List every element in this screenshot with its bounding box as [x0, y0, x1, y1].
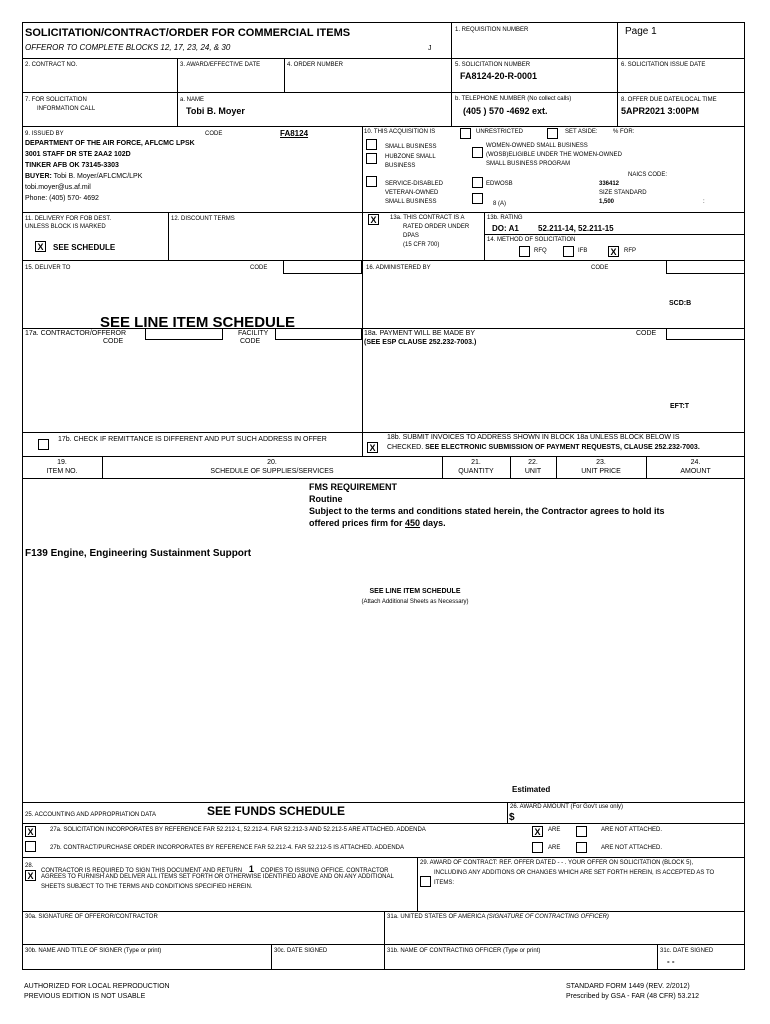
size-standard-label: SIZE STANDARD [599, 190, 647, 196]
hubzone-label-2: BUSINESS [385, 163, 416, 169]
submit-invoice-line-1: 18b. SUBMIT INVOICES TO ADDRESS SHOWN IN BLOCK 18a UNLESS BLOCK BELOW IS [387, 434, 680, 441]
eight-a-checkbox[interactable] [472, 193, 483, 204]
issued-by-label: 9. ISSUED BY [25, 131, 64, 137]
information-call-label: INFORMATION CALL [37, 106, 96, 112]
small-business-label: SMALL BUSINESS [385, 144, 437, 150]
sdvosb-label-2: VETERAN-OWNED [385, 190, 439, 196]
col22-label: UNIT [524, 468, 542, 475]
delivery-checkbox[interactable]: X [35, 241, 46, 252]
percent-for-label: % FOR: [613, 129, 635, 135]
size-standard: 1,500 [599, 199, 615, 205]
administered-code-label: CODE [591, 265, 609, 271]
sdvosb-checkbox[interactable] [366, 176, 377, 187]
payment-code-box [666, 328, 745, 340]
col23-label: UNIT PRICE [581, 468, 621, 475]
copies-count: 1 [248, 864, 254, 874]
administered-code-box [666, 260, 745, 274]
28-line-2: AGREES TO FURNISH AND DELIVER ALL ITEMS SET FORTH OR OTHERWISE IDENTIFIED ABOVE AND ON ANY ADDITIONAL [41, 874, 394, 880]
discount-terms-label: 12. DISCOUNT TERMS [171, 216, 235, 222]
29-line-2: INCLUDING ANY ADDITIONS OR CHANGES WHICH ARE SET FORTH HEREIN, IS ACCEPTED AS TO [434, 870, 715, 876]
set-aside-label: SET ASIDE: [565, 129, 598, 135]
wosb-label-2: (WOSB)ELIGIBLE UNDER THE WOMEN-OWNED [486, 152, 622, 158]
rating-value: DO: A1 [492, 224, 519, 233]
telephone-label: b. TELEPHONE NUMBER (No collect calls) [455, 96, 572, 102]
27a-text: 27a. SOLICITATION INCORPORATES BY REFERENCE FAR 52.212-1, 52.212-4. FAR 52.212-3 AND 52.212-5 ARE ATTACHED. ADDENDA [50, 827, 426, 833]
col23-num: 23. [596, 459, 606, 466]
administered-by-label: 16. ADMINISTERED BY [366, 265, 431, 271]
col20-num: 20. [267, 459, 277, 466]
rated-label-3: DPAS [403, 233, 419, 239]
hubzone-checkbox[interactable] [366, 153, 377, 164]
project-title: F139 Engine, Engineering Sustainment Support [25, 548, 252, 559]
form-subtitle: OFFEROR TO COMPLETE BLOCKS 12, 17, 23, 24, & 30 [25, 43, 231, 52]
col21-label: QUANTITY [458, 468, 494, 475]
wosb-label-1: WOMEN-OWNED SMALL BUSINESS [486, 143, 588, 149]
eight-a-label: 8 (A) [493, 201, 507, 207]
sdvosb-label-3: SMALL BUSINESS [385, 199, 437, 205]
buyer-line [25, 173, 142, 181]
see-line-item-schedule-overlap: SEE LINE ITEM SCHEDULE [100, 314, 296, 331]
buyer-name: Tobi B. Moyer/AFLCMC/LPK [53, 173, 143, 180]
submit-invoice-line-2 [387, 444, 700, 452]
29-line-3: ITEMS: [434, 880, 455, 886]
terms-line-2 [309, 518, 446, 528]
hold-days: 450 [405, 518, 421, 528]
rating-clauses: 52.211-14, 52.211-15 [538, 224, 614, 233]
offer-due-date: 5APR2021 3:00PM [621, 106, 700, 116]
27b-are-checkbox[interactable] [532, 842, 543, 853]
page-number: Page 1 [625, 26, 657, 37]
31a-label [387, 914, 609, 921]
issued-line-2: 3001 STAFF DR STE 2AA2 102D [25, 151, 131, 158]
facility-code-label: CODE [240, 338, 261, 345]
footer-right-2: Prescribed by GSA - FAR (48 CFR) 53.212 [566, 993, 700, 1000]
hubzone-label-1: HUBZONE SMALL [385, 154, 436, 160]
deliver-to-code-label: CODE [250, 265, 268, 271]
order-number-label: 4. ORDER NUMBER [287, 62, 344, 68]
remittance-checkbox[interactable] [38, 439, 49, 450]
see-line-item-schedule: SEE LINE ITEM SCHEDULE [369, 588, 461, 595]
27b-are-not: ARE NOT ATTACHED. [601, 845, 663, 851]
award-date-label: 3. AWARD/EFFECTIVE DATE [180, 62, 261, 68]
naics-code: 336412 [599, 181, 620, 187]
footer-right-1: STANDARD FORM 1449 (REV. 2/2012) [566, 983, 690, 990]
accounting-label: 25. ACCOUNTING AND APPROPRIATION DATA [25, 812, 157, 818]
31a-prefix: 31a. UNITED STATES OF AMERICA [387, 914, 487, 920]
rated-label-2: RATED ORDER UNDER [403, 224, 470, 230]
terms-suffix: days. [420, 518, 446, 528]
funds-schedule: SEE FUNDS SCHEDULE [207, 804, 346, 818]
terms-prefix: offered prices firm for [309, 518, 406, 528]
issued-code-label: CODE [205, 131, 223, 137]
col20-label: SCHEDULE OF SUPPLIES/SERVICES [210, 468, 334, 475]
delivery-label-1: 11. DELIVERY FOR FOB DEST. [25, 216, 112, 222]
rating-label: 13b. RATING [487, 215, 523, 221]
edwosb-checkbox[interactable] [472, 177, 483, 188]
rfq-label: RFQ [534, 248, 547, 254]
payment-clause: (SEE ESP CLAUSE 252.232-7003.) [364, 339, 477, 346]
submit-invoice-checkbox[interactable]: X [367, 442, 378, 453]
27b-are-not-checkbox[interactable] [576, 842, 587, 853]
27a-are-not: ARE NOT ATTACHED. [601, 827, 663, 833]
footer-left-2: PREVIOUS EDITION IS NOT USABLE [24, 993, 146, 1000]
rated-order-checkbox[interactable]: X [368, 214, 379, 225]
issued-line-3: TINKER AFB OK 73145-3303 [25, 162, 119, 169]
small-business-checkbox[interactable] [366, 139, 377, 150]
ifb-checkbox[interactable] [563, 246, 574, 257]
28-line-1b: COPIES TO ISSUING OFFICE. CONTRACTOR [260, 868, 389, 874]
deliver-to-code-box [283, 260, 362, 274]
contact-name: Tobi B. Moyer [186, 106, 245, 116]
form-title: SOLICITATION/CONTRACT/ORDER FOR COMMERCIAL ITEMS [25, 27, 351, 39]
31c-dashes: - - [667, 957, 675, 966]
30c-label: 30c. DATE SIGNED [274, 948, 328, 954]
solicitation-number-label: 5. SOLICITATION NUMBER [455, 62, 531, 68]
delivery-label-2: UNLESS BLOCK IS MARKED [25, 224, 106, 230]
col21-num: 21. [471, 459, 481, 466]
27a-are-not-checkbox[interactable] [576, 826, 587, 837]
set-aside-checkbox[interactable] [547, 128, 558, 139]
facility-label: FACILITY [238, 330, 269, 337]
solicitation-issue-date-label: 6. SOLICITATION ISSUE DATE [621, 62, 706, 68]
27b-are: ARE [548, 845, 561, 851]
31c-label: 31c. DATE SIGNED [660, 948, 714, 954]
attach-sheets-note: (Attach Additional Sheets as Necessary) [361, 599, 469, 605]
electronic-submission: SEE ELECTRONIC SUBMISSION OF PAYMENT REQUESTS, CLAUSE 252.232-7003. [425, 444, 700, 451]
payment-code-label: CODE [636, 330, 657, 337]
eft-value: EFT:T [670, 403, 690, 410]
28-line-3: SHEETS SUBJECT TO THE TERMS AND CONDITIONS SPECIFIED HEREIN. [41, 884, 253, 890]
scd-value: SCD:B [669, 300, 692, 307]
solicitation-number: FA8124-20-R-0001 [460, 71, 538, 81]
routine: Routine [309, 494, 343, 504]
28-num: 28. [25, 863, 34, 869]
unrestricted-label: UNRESTRICTED [476, 129, 524, 135]
col22-num: 22. [528, 459, 538, 466]
rated-label-4: (15 CFR 700) [403, 242, 440, 248]
contractor-code-box [145, 328, 223, 340]
rfp-checkbox[interactable]: X [608, 246, 619, 257]
29-checkbox[interactable] [420, 876, 431, 887]
col19-label: ITEM NO. [46, 468, 78, 475]
telephone-number: (405 ) 570 -4692 ext. [463, 106, 548, 116]
checked-word: CHECKED. [387, 444, 424, 451]
27b-text: 27b. CONTRACT/PURCHASE ORDER INCORPORATES BY REFERENCE FAR 52.212-4. FAR 52.212-5 IS ATTACHED. ADDENDA [50, 845, 404, 851]
payment-label: 18a. PAYMENT WILL BE MADE BY [364, 330, 475, 337]
buyer-label: BUYER: [25, 173, 52, 180]
estimated-label: Estimated [512, 785, 551, 794]
contractor-code-label: CODE [103, 338, 124, 345]
28-checkbox[interactable]: X [25, 870, 36, 881]
issued-code: FA8124 [280, 129, 309, 138]
acquisition-label: 10. THIS ACQUISITION IS [364, 129, 436, 135]
remittance-label: 17b. CHECK IF REMITTANCE IS DIFFERENT AND PUT SUCH ADDRESS IN OFFER [58, 436, 327, 443]
requisition-label: 1. REQUISITION NUMBER [455, 27, 529, 33]
col24-label: AMOUNT [680, 468, 711, 475]
edwosb-label: EDWOSB [486, 181, 513, 187]
31b-label: 31b. NAME OF CONTRACTING OFFICER (Type or print) [387, 948, 541, 954]
27a-checkbox[interactable]: X [25, 826, 36, 837]
30b-label: 30b. NAME AND TITLE OF SIGNER (Type or print) [25, 948, 162, 954]
col19-num: 19. [57, 459, 67, 466]
27a-are: ARE [548, 827, 561, 833]
28-line-1a: CONTRACTOR IS REQUIRED TO SIGN THIS DOCUMENT AND RETURN [41, 868, 243, 874]
for-solicitation-label: 7. FOR SOLICITATION [25, 97, 87, 103]
terms-line-1: Subject to the terms and conditions stated herein, the Contractor agrees to hold its [309, 506, 665, 516]
deliver-to-label: 15. DELIVER TO [25, 265, 71, 271]
j-mark: J [428, 45, 432, 52]
issued-line-1: DEPARTMENT OF THE AIR FORCE, AFLCMC LPSK [25, 140, 195, 147]
27b-checkbox[interactable] [25, 841, 36, 852]
rated-label-1: 13a. THIS CONTRACT IS A [390, 215, 465, 221]
naics-label: NAICS CODE: [628, 172, 668, 178]
wosb-label-3: SMALL BUSINESS PROGRAM [486, 161, 571, 167]
sdvosb-label-1: SERVICE-DISABLED [385, 181, 443, 187]
wosb-checkbox[interactable] [472, 147, 483, 158]
ifb-label: IFB [578, 248, 588, 254]
unrestricted-checkbox[interactable] [460, 128, 471, 139]
name-label: a. NAME [180, 97, 205, 103]
method-label: 14. METHOD OF SOLICITATION [487, 237, 576, 243]
contractor-label: 17a. CONTRACTOR/OFFEROR [25, 330, 126, 337]
29-line-1: 29. AWARD OF CONTRACT: REF. OFFER DATED - - . YOUR OFFER ON SOLICITATION (BLOCK 5), [420, 860, 694, 866]
fms-requirement: FMS REQUIREMENT [309, 482, 398, 492]
facility-code-box [275, 328, 362, 340]
rfq-checkbox[interactable] [519, 246, 530, 257]
contract-no-label: 2. CONTRACT NO. [25, 62, 78, 68]
award-amount-label: 26. AWARD AMOUNT (For Gov't use only) [510, 804, 623, 810]
footer-left-1: AUTHORIZED FOR LOCAL REPRODUCTION [24, 983, 170, 990]
rfp-label: RFP [624, 248, 636, 254]
27a-are-checkbox[interactable]: X [532, 826, 543, 837]
award-dollar-sign: $ [509, 812, 515, 823]
buyer-phone: Phone: (405) 570- 4692 [25, 195, 99, 202]
offer-due-label: 8. OFFER DUE DATE/LOCAL TIME [621, 97, 717, 103]
col24-num: 24. [690, 459, 701, 466]
colon-mark: : [703, 199, 705, 205]
buyer-email: tobi.moyer@us.af.mil [25, 184, 91, 191]
see-schedule: SEE SCHEDULE [53, 243, 116, 252]
31a-italic: (SIGNATURE OF CONTRACTING OFFICER) [486, 914, 609, 920]
30a-label: 30a. SIGNATURE OF OFFEROR/CONTRACTOR [25, 914, 158, 920]
